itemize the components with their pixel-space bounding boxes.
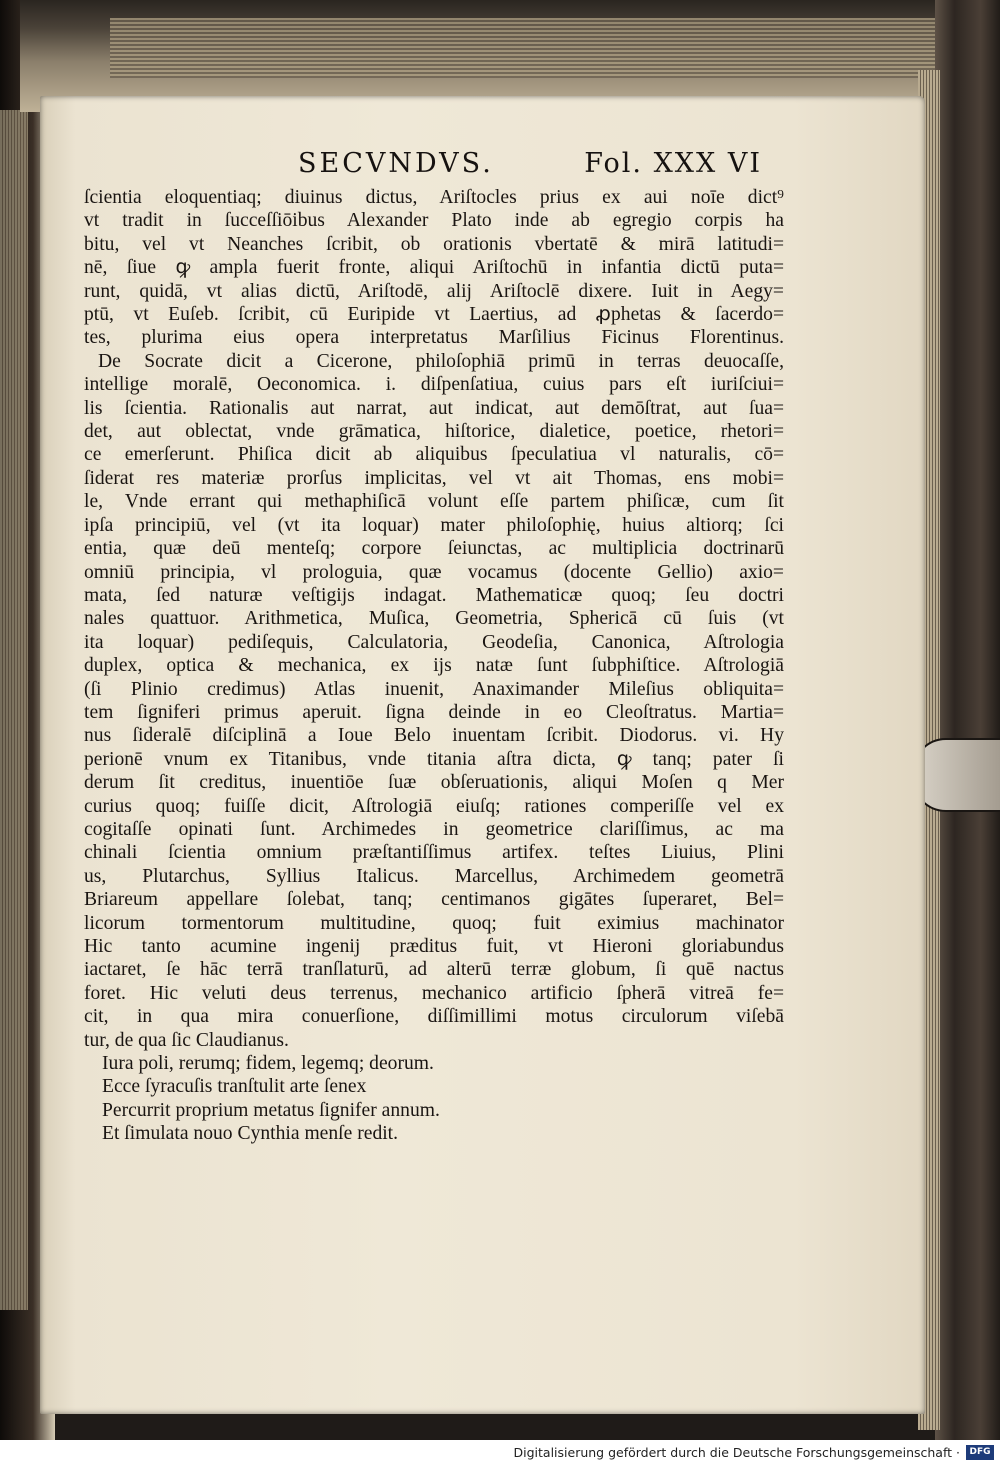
footer-bar [0, 1440, 1000, 1466]
text-line: ipſa principiū, vel (vt ita loquar) mater philoſophię, huius altiorq; ſci [84, 514, 784, 536]
running-head: SECVNDVS. [298, 148, 494, 179]
text-line: derum ſit creditus, inuentiōe ſuæ obſeruationis, aliqui Moſen q Mer [84, 772, 784, 794]
text-line: chinali ſcientia omnium præſtantiſſimus artifex. teſtes Liuius, Plini [84, 842, 784, 864]
text-line: runt, quidā, vt alias dictū, Ariſtodē, alij Ariſtoclē dixere. Iuit in Aegy= [84, 280, 784, 302]
text-line: tes, plurima eius opera interpretatus Marſilius Ficinus Florentinus. [84, 327, 784, 349]
left-page-edges [0, 110, 28, 1310]
text-line: duplex, optica & mechanica, ex ijs natæ ſunt ſubphiſtice. Aſtrologiā [84, 655, 784, 677]
text-line: Hic tanto acumine ingenij præditus fuit, vt Hieroni gloriabundus [84, 936, 784, 957]
text-line: tem ſigniferi primus aperuit. ſigna deinde in eo Cleoſtratus. Martia= [84, 701, 784, 723]
body-text [84, 186, 784, 1146]
right-cover [935, 0, 1000, 1440]
text-line: tur, de qua ſic Claudianus. [84, 1029, 289, 1051]
text-line: iactaret, ſe hāc terrā tranſlaturū, ad alterū terræ globum, ſi quē nactus [84, 959, 784, 981]
text-line: ita loquar) pediſequis, Calculatoria, Geodeſia, Canonica, Aſtrologia [84, 631, 784, 653]
text-line: nus ſideralē diſciplinā a Ioue Belo inuentam ſcribit. Diodorus. vi. Hy [84, 725, 784, 747]
folio-number: Fol. XXX VI [584, 148, 762, 179]
text-line: ce emerſerunt. Phiſica dicit ab aliquibus ſpeculatiua vl naturalis, cō= [84, 444, 784, 466]
digitization-credit: Digitalisierung gefördert durch die Deutsche Forschungsgemeinschaft · [513, 1445, 960, 1460]
verse-block [84, 1052, 784, 1146]
verse-line: Iura poli, rerumq; fidem, legemq; deorum. [102, 1053, 434, 1075]
text-line: curius quoq; fuiſſe dicit, Aſtrologiā eiuſq; rationes comperiſſe vel ex [84, 795, 784, 817]
text-line: Briareum appellare ſolebat, tanq; centimanos gigātes ſuperaret, Bel= [84, 889, 784, 911]
text-line: De Socrate dicit a Cicerone, philoſophiā primū in terras deuocaſſe, [98, 350, 784, 372]
dfg-logo: DFG [966, 1445, 994, 1460]
text-line: entia, quæ deū menteſq; corpore ſeiunctas, ac multiplicia doctrinarū [84, 538, 784, 560]
text-line: nē, ſiue ꝙ ampla fuerit fronte, aliqui Ariſtochū in infantia dictū puta= [84, 257, 784, 279]
text-line: omniū principia, vl prologuia, quæ vocamus (docente Gellio) axio= [84, 561, 784, 583]
text-line: ptū, vt Euſeb. ſcribit, cū Euripide vt Laertius, ad ꝓphetas & ſacerdo= [84, 304, 784, 326]
book-clip [912, 738, 1000, 812]
text-line: vt tradit in ſucceſſiōibus Alexander Plato inde ab egregio corpis ha [84, 210, 784, 232]
page-header [290, 148, 770, 184]
text-line: ſiderat res materiæ prorſus implicitas, vel vt ait Thomas, ens mobi= [84, 467, 784, 489]
text-line: us, Plutarchus, Syllius Italicus. Marcellus, Archimedem geometrā [84, 865, 784, 887]
text-line: mata, ſed naturæ veſtigijs indagat. Mathematicæ quoq; ſeu doctri [84, 584, 784, 606]
text-line: (ſi Plinio credimus) Atlas inuenit, Anaximander Mileſius obliquita= [84, 678, 784, 700]
text-line: cogitaſſe opinati ſunt. Archimedes in geometrice clariſſimus, ac ma [84, 818, 784, 840]
verse-line: Ecce ſyracuſis tranſtulit arte ſenex [102, 1076, 367, 1098]
text-line: bitu, vel vt Neanches ſcribit, ob orationis vbertatē & mirā latitudi= [84, 233, 784, 255]
text-line: ſcientia eloquentiaq; diuinus dictus, Ariſtocles prius ex aui noīe dict⁹ [84, 187, 784, 208]
text-line: intellige moralē, Oeconomica. i. diſpenſatiua, cuius pars eſt iuriſciui= [84, 374, 784, 396]
text-line: le, Vnde errant qui methaphiſicā volunt eſſe partem phiſicæ, cum ſit [84, 491, 784, 513]
text-line: nales quattuor. Arithmetica, Muſica, Geometria, Sphericā cū ſuis (vt [84, 608, 784, 630]
verse-line: Percurrit proprium metatus ſignifer annum. [102, 1099, 440, 1121]
text-line: lis ſcientia. Rationalis aut narrat, aut indicat, aut demōſtrat, aut ſua= [84, 397, 784, 419]
text-line: perionē vnum ex Titanibus, vnde titania aſtra dicta, ꝙ tanq; pater ſi [84, 748, 784, 770]
text-line: foret. Hic veluti deus terrenus, mechanico artificio ſpherā vitreā fe= [84, 982, 784, 1004]
text-line: licorum tormentorum multitudine, quoq; fuit eximius machinator [84, 912, 784, 934]
text-line: det, aut oblectat, vnde grāmatica, hiſtorice, dialetice, poetice, rhetori= [84, 421, 784, 443]
text-line: cit, in qua mira conuerſione, diſſimillimi motus circulorum viſebā [84, 1006, 784, 1028]
verse-line: Et ſimulata nouo Cynthia menſe redit. [102, 1123, 399, 1145]
